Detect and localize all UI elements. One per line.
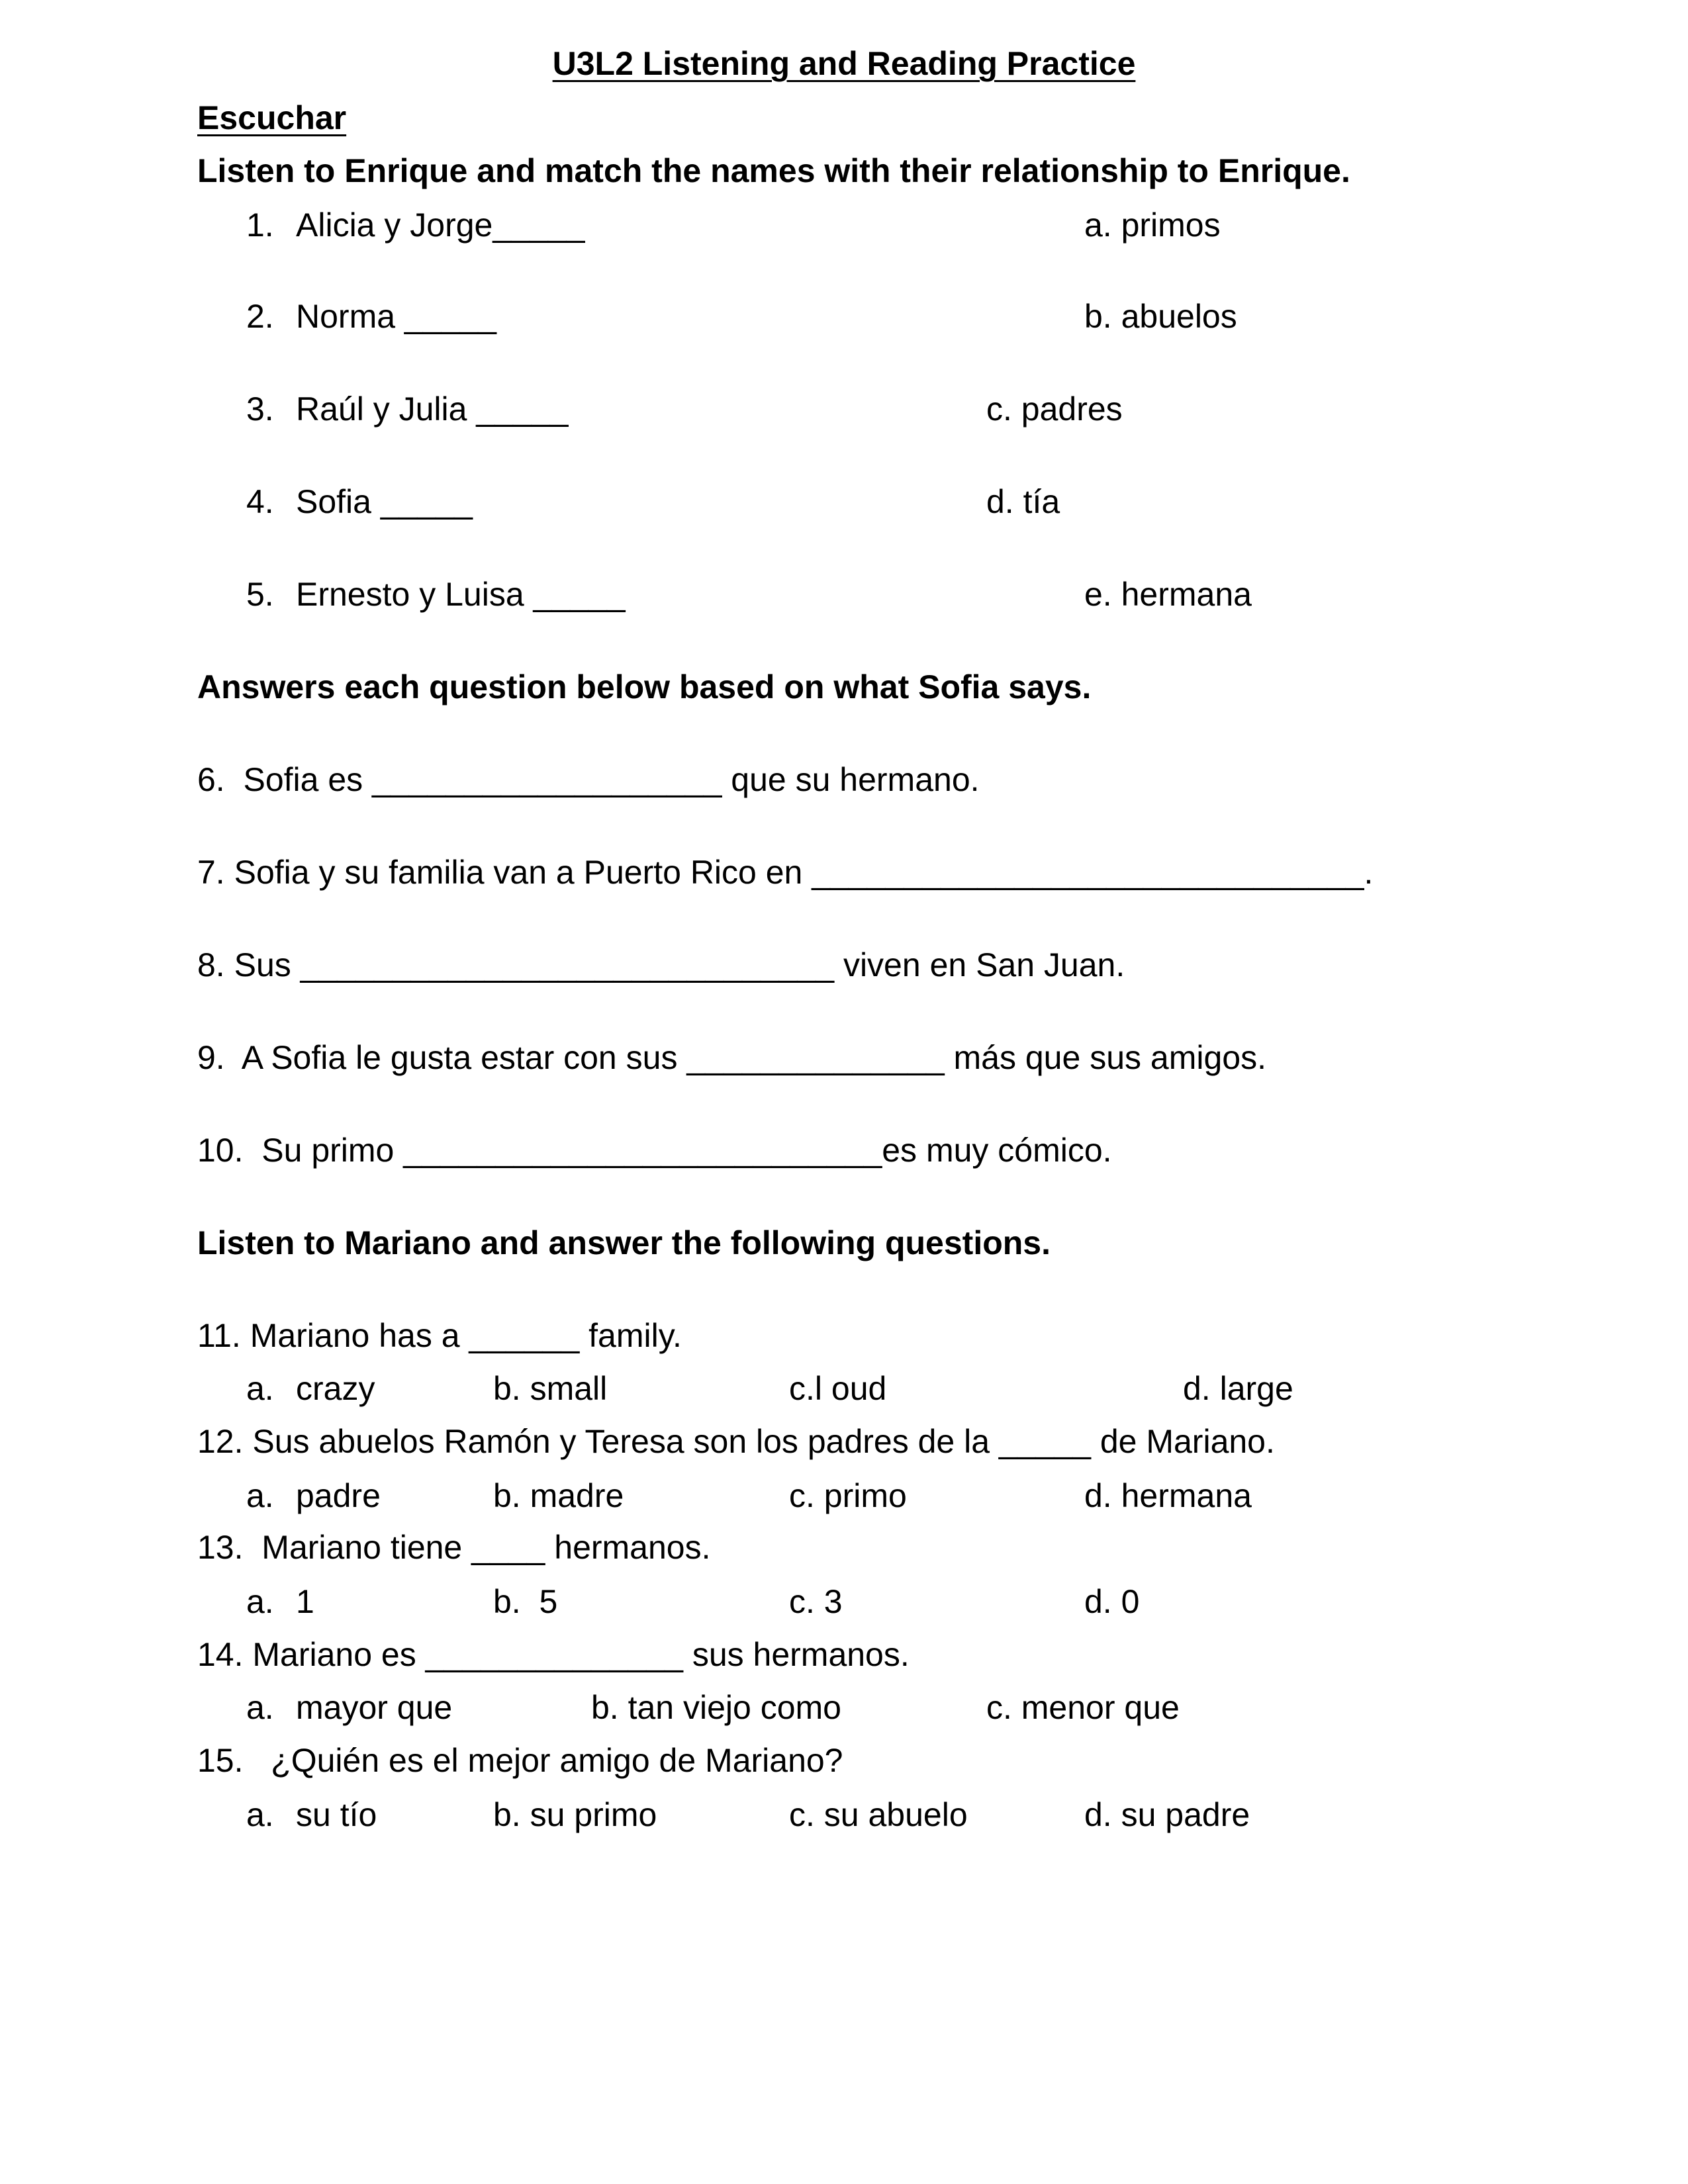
part1-instruction: Listen to Enrique and match the names with their relationship to Enrique. [197,152,1350,189]
mc-option: 1 [296,1583,314,1620]
fill-blank-question: 7. Sofia y su familia van a Puerto Rico en ______________________________. [197,854,1374,891]
page-title: U3L2 Listening and Reading Practice [552,45,1136,82]
mc-option: d. hermana [1084,1477,1252,1514]
mc-option: d. large [1183,1370,1293,1407]
mc-option: d. su padre [1084,1796,1250,1833]
match-option: a. primos [1084,206,1221,244]
mc-option: d. 0 [1084,1583,1140,1620]
mc-option: mayor que [296,1689,453,1726]
match-option: c. padres [986,390,1123,428]
mc-option: b. madre [493,1477,624,1514]
fill-blank-question: 10. Su primo __________________________es muy cómico. [197,1132,1112,1169]
mc-question-stem: 15. ¿Quién es el mejor amigo de Mariano? [197,1742,843,1779]
mc-question-stem: 12. Sus abuelos Ramón y Teresa son los padres de la _____ de Mariano. [197,1423,1275,1460]
match-item-number: 5. [246,576,274,613]
match-option: d. tía [986,483,1060,520]
match-item-number: 2. [246,298,274,335]
match-item-text: Ernesto y Luisa _____ [296,576,626,613]
mc-option: c. su abuelo [789,1796,968,1833]
mc-question-stem: 11. Mariano has a ______ family. [197,1317,682,1354]
mc-option-letter: a. [246,1370,274,1407]
part2-instruction: Answers each question below based on what Sofia says. [197,668,1092,705]
fill-blank-question: 9. A Sofia le gusta estar con sus ______________ más que sus amigos. [197,1039,1266,1076]
mc-option: padre [296,1477,381,1514]
mc-option: b. tan viejo como [591,1689,841,1726]
match-item-number: 1. [246,206,274,244]
mc-option-letter: a. [246,1796,274,1833]
mc-question-stem: 13. Mariano tiene ____ hermanos. [197,1529,711,1566]
mc-option: su tío [296,1796,377,1833]
match-item-number: 3. [246,390,274,428]
mc-option: b. 5 [493,1583,558,1620]
mc-option: c. 3 [789,1583,843,1620]
match-option: e. hermana [1084,576,1252,613]
match-item-text: Norma _____ [296,298,496,335]
part3-instruction: Listen to Mariano and answer the following questions. [197,1224,1051,1261]
mc-option: b. su primo [493,1796,657,1833]
section-heading: Escuchar [197,99,347,136]
mc-option: c. primo [789,1477,907,1514]
match-item-text: Alicia y Jorge_____ [296,206,585,244]
fill-blank-question: 6. Sofia es ___________________ que su hermano. [197,761,980,798]
fill-blank-question: 8. Sus _____________________________ viven en San Juan. [197,946,1125,983]
mc-option-letter: a. [246,1477,274,1514]
mc-option-letter: a. [246,1583,274,1620]
mc-question-stem: 14. Mariano es ______________ sus hermanos. [197,1636,910,1673]
mc-option: b. small [493,1370,608,1407]
match-item-number: 4. [246,483,274,520]
match-item-text: Sofia _____ [296,483,473,520]
mc-option: c.l oud [789,1370,887,1407]
mc-option: crazy [296,1370,375,1407]
match-option: b. abuelos [1084,298,1237,335]
mc-option-letter: a. [246,1689,274,1726]
mc-option: c. menor que [986,1689,1180,1726]
match-item-text: Raúl y Julia _____ [296,390,569,428]
